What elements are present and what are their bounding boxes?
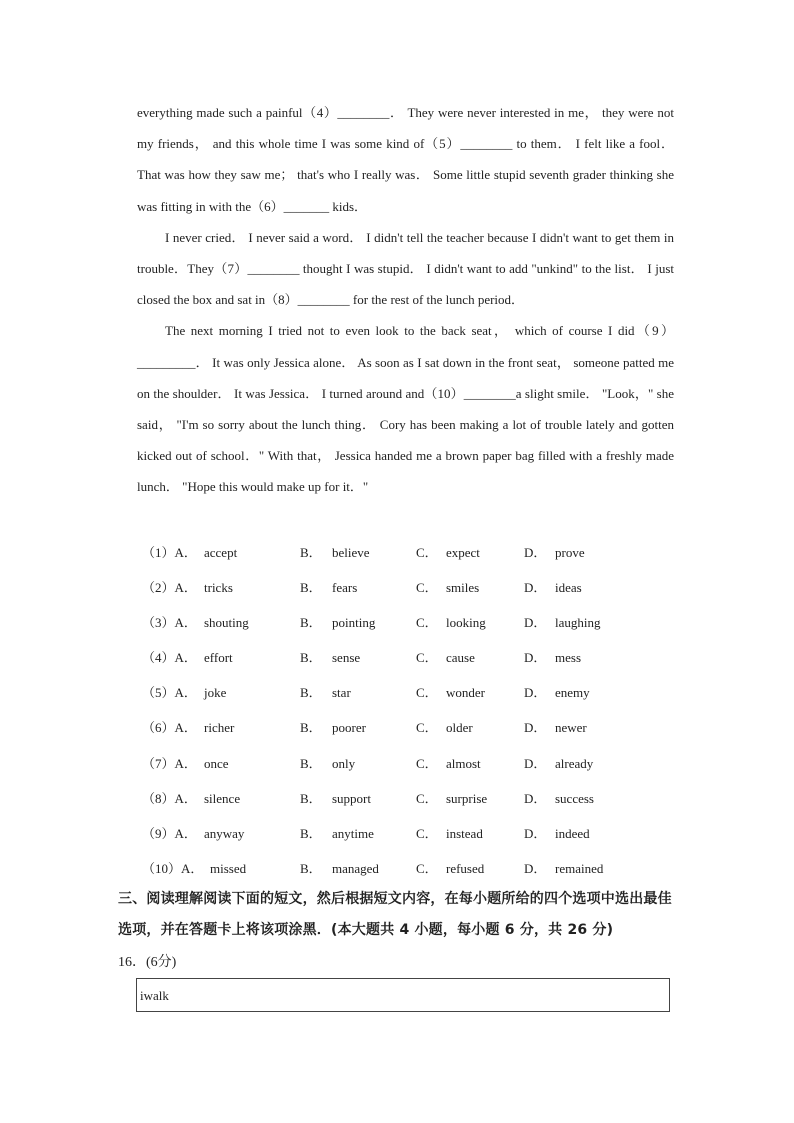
- option-d-letter: D．: [524, 685, 547, 701]
- option-c-letter: C．: [416, 685, 438, 701]
- option-d: prove: [555, 545, 585, 560]
- option-a: shouting: [204, 615, 249, 631]
- option-b-letter: B．: [300, 790, 322, 806]
- option-row-9: [142, 816, 682, 851]
- option-b-letter: B．: [300, 720, 322, 736]
- option-row-1: [142, 535, 682, 570]
- option-b: poorer: [332, 720, 366, 736]
- option-c: surprise: [446, 790, 488, 806]
- option-d-letter: D．: [524, 545, 547, 560]
- option-row-6: [142, 710, 682, 745]
- option-b: star: [332, 685, 351, 701]
- option-d: remained: [555, 860, 604, 876]
- option-number: （9）A．: [142, 825, 197, 841]
- passage: [137, 97, 674, 503]
- option-d-letter: D．: [524, 825, 547, 841]
- option-d: ideas: [555, 580, 582, 596]
- passage-paragraph-1: everything made such a painful（4）________． They were never interested in me， they were not my friends， and this whole time I was some kind of（5）________ to them． I felt like a fool． That was how they saw me； that's who I really was． Some little stupid seventh grader thinking she was fitting in with the（6）_______ kids．: [137, 105, 674, 214]
- option-b-letter: B．: [300, 755, 322, 771]
- option-c-letter: C．: [416, 650, 438, 666]
- option-c: instead: [446, 825, 483, 841]
- option-d-letter: D．: [524, 580, 547, 596]
- option-d-letter: D．: [524, 790, 547, 806]
- option-d: already: [555, 755, 594, 771]
- passage-paragraph-2: I never cried． I never said a word． I didn't tell the teacher because I didn't want to get them in trouble．They（7）________ thought I was stupid． I didn't want to add "unkind" to the list． I just closed the box and sat in（8）________ for the rest of the lunch period．: [137, 229, 674, 308]
- option-c-letter: C．: [416, 755, 438, 771]
- option-number: （10）A．: [142, 860, 204, 876]
- option-row-2: [142, 570, 682, 605]
- option-a: accept: [204, 545, 238, 560]
- option-d-letter: D．: [524, 615, 547, 631]
- option-c: refused: [446, 860, 485, 876]
- option-row-8: [142, 781, 682, 816]
- option-a: richer: [204, 720, 235, 736]
- option-row-5: [142, 675, 682, 710]
- option-d-letter: D．: [524, 755, 547, 771]
- option-b: only: [332, 755, 356, 771]
- option-d: mess: [555, 650, 581, 666]
- option-number: （5）A．: [142, 685, 197, 701]
- option-number: （4）A．: [142, 650, 197, 666]
- option-a: tricks: [204, 580, 233, 596]
- option-c-letter: C．: [416, 580, 438, 596]
- option-b: pointing: [332, 615, 376, 631]
- option-number: （6）A．: [142, 720, 197, 736]
- option-c-letter: C．: [416, 720, 438, 736]
- option-b: anytime: [332, 825, 374, 841]
- option-d: success: [555, 790, 594, 806]
- option-c-letter: C．: [416, 790, 438, 806]
- option-b: managed: [332, 860, 379, 876]
- option-a: joke: [204, 685, 227, 701]
- option-c: cause: [446, 650, 475, 666]
- option-c-letter: C．: [416, 545, 438, 560]
- section-3-heading: 三、阅读理解阅读下面的短文，然后根据短文内容，在每小题所给的四个选项中选出最佳选项，并在答题卡上将该项涂黑．(本大题共 4 小题，每小题 6 分，共 26 分): [118, 891, 672, 938]
- option-b-letter: B．: [300, 860, 322, 876]
- option-a: effort: [204, 650, 233, 666]
- option-b-letter: B．: [300, 580, 322, 596]
- option-row-3: [142, 605, 682, 640]
- option-row-4: [142, 640, 682, 675]
- option-number: （3）A．: [142, 615, 197, 631]
- option-d: laughing: [555, 615, 601, 631]
- question-16-label: 16．(6分): [118, 955, 177, 970]
- option-c-letter: C．: [416, 860, 438, 876]
- option-b: believe: [332, 545, 370, 560]
- option-d: indeed: [555, 825, 590, 841]
- option-number: （2）A．: [142, 580, 197, 596]
- option-number: （8）A．: [142, 790, 197, 806]
- option-b: fears: [332, 580, 358, 596]
- answer-box-text: iwalk: [140, 988, 169, 1003]
- option-a: anyway: [204, 825, 245, 841]
- option-a: missed: [210, 860, 247, 876]
- option-c-letter: C．: [416, 825, 438, 841]
- option-b-letter: B．: [300, 825, 322, 841]
- option-d: newer: [555, 720, 587, 736]
- passage-paragraph-3: The next morning I tried not to even look to the back seat， which of course I did（9）_________． It was only Jessica alone． As soon as I sat down in the front seat， someone patted me on the shoulder． It was Jessica． I turned around and（10）________a slight smile． "Look，" she said， "I'm so sorry about the lunch thing． Cory has been making a lot of trouble lately and gotten kicked out of school．" With that， Jessica handed me a brown paper bag filled with a freshly made lunch． "Hope this would make up for it．": [137, 323, 674, 495]
- option-b-letter: B．: [300, 685, 322, 701]
- option-d-letter: D．: [524, 860, 547, 876]
- option-b-letter: B．: [300, 545, 322, 560]
- option-number: （7）A．: [142, 755, 197, 771]
- option-c-letter: C．: [416, 615, 438, 631]
- option-c: wonder: [446, 685, 485, 701]
- option-row-10: [142, 851, 682, 886]
- answer-box: [136, 978, 670, 1012]
- option-row-7: [142, 746, 682, 781]
- options-list: [142, 535, 682, 886]
- option-d: enemy: [555, 685, 590, 701]
- option-number: （1）A．: [142, 545, 197, 560]
- option-b: support: [332, 790, 371, 806]
- option-c: smiles: [446, 580, 480, 596]
- option-b-letter: B．: [300, 650, 322, 666]
- option-c: almost: [446, 755, 481, 771]
- option-b: sense: [332, 650, 361, 666]
- option-b-letter: B．: [300, 615, 322, 631]
- option-c: older: [446, 720, 473, 736]
- option-d-letter: D．: [524, 720, 547, 736]
- option-a: once: [204, 755, 229, 771]
- option-c: expect: [446, 545, 480, 560]
- option-a: silence: [204, 790, 241, 806]
- option-c: looking: [446, 615, 486, 631]
- option-d-letter: D．: [524, 650, 547, 666]
